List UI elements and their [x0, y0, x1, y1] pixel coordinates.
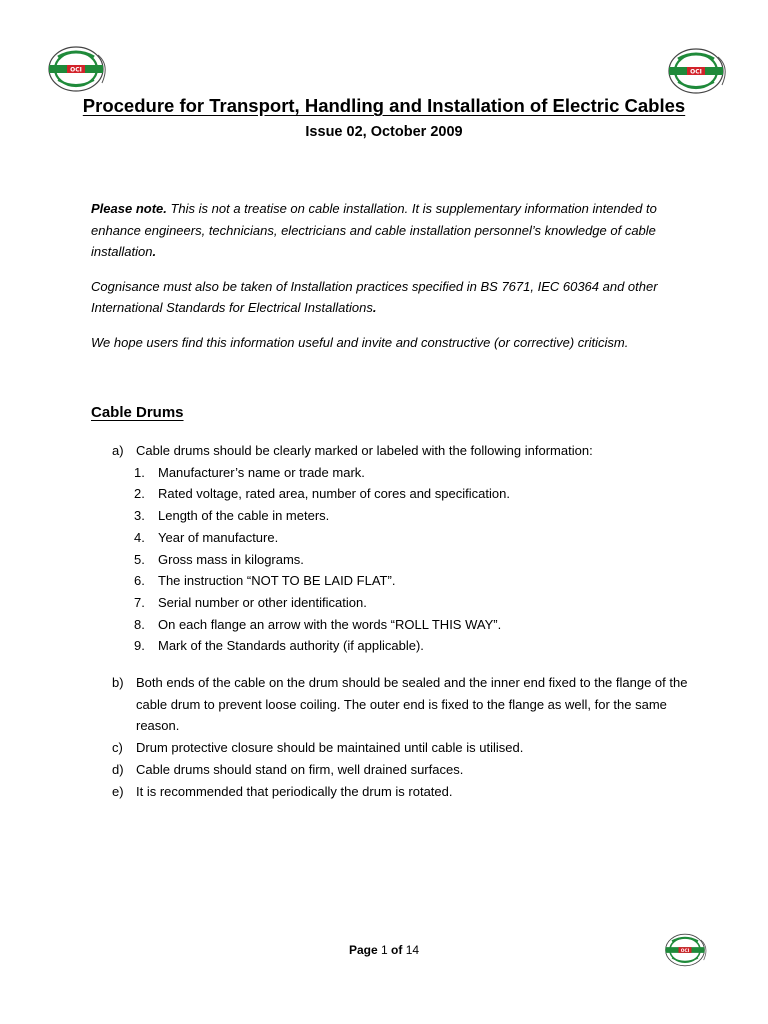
list-item	[112, 672, 692, 737]
sublist-item-text: Serial number or other identification.	[158, 594, 367, 610]
sublist-item-text: Manufacturer’s name or trade mark.	[158, 464, 365, 480]
list-marker: b)	[112, 675, 124, 690]
list-item-text: Cable drums should stand on firm, well drained surfaces.	[136, 761, 464, 777]
intro-notes	[91, 198, 691, 366]
list-item-text: Both ends of the cable on the drum should be sealed and the inner end fixed to the flange of the cable drum to prevent loose coiling. The outer end is fixed to the flange as well, for the same reason.	[136, 675, 688, 734]
sublist-item	[134, 483, 692, 505]
standards-end: .	[372, 300, 377, 315]
cable-drums-list-continued	[112, 672, 692, 802]
intro-paragraph-standards	[91, 276, 691, 319]
sublist-item-text: Rated voltage, rated area, number of cores and specification.	[158, 486, 510, 502]
list-marker: d)	[112, 761, 124, 777]
list-item	[112, 737, 692, 759]
standards-text: Cognisance must also be taken of Installation practices specified in BS 7671, IEC 60364 and other International Standards for Electrical Installations	[91, 278, 658, 315]
cable-drums-list	[112, 440, 692, 657]
sublist-item-text: On each flange an arrow with the words “ROLL THIS WAY”.	[158, 616, 502, 632]
sublist-marker: 9.	[134, 638, 145, 654]
sublist-item	[134, 549, 692, 571]
sublist-item-text: Length of the cable in meters.	[158, 508, 330, 524]
sublist-marker: 2.	[134, 486, 145, 502]
sublist-marker: 4.	[134, 529, 145, 545]
sublist-marker: 8.	[134, 616, 145, 632]
sublist-item-text: Year of manufacture.	[158, 529, 279, 545]
sublist-item	[134, 462, 692, 484]
page-total: 14	[405, 943, 420, 957]
page-of-word: of	[391, 943, 403, 957]
list-marker: e)	[112, 783, 124, 799]
list-item	[112, 440, 692, 462]
document-issue: Issue 02, October 2009	[305, 124, 463, 140]
note-label: Please note.	[91, 201, 167, 216]
note-text: This is not a treatise on cable installation. It is supplementary information intended to enhance engineers, technicians, electricians and cable installation personnel’s knowledge of cable installation	[91, 201, 657, 259]
page-word: Page	[348, 943, 378, 957]
sublist-item	[134, 527, 692, 549]
list-marker: a)	[112, 443, 124, 458]
list-marker: c)	[112, 740, 123, 756]
sublist-item	[134, 505, 692, 527]
sublist-item	[134, 635, 692, 657]
page-number	[0, 943, 768, 957]
sublist-marker: 5.	[134, 551, 145, 567]
list-item-text: Cable drums should be clearly marked or labeled with the following information:	[136, 443, 593, 458]
sublist-marker: 7.	[134, 594, 145, 610]
intro-paragraph-feedback: We hope users find this information useful and invite and constructive (or corrective) criticism.	[91, 334, 629, 350]
oman-cables-logo-footer	[662, 930, 708, 970]
marking-sublist	[134, 462, 692, 657]
document-title: Procedure for Transport, Handling and Installation of Electric Cables	[82, 95, 686, 116]
page-current: 1	[380, 943, 388, 957]
oman-cables-logo-right	[664, 44, 728, 98]
oman-cables-logo-left	[44, 42, 108, 96]
sublist-item-text: Mark of the Standards authority (if applicable).	[158, 638, 424, 654]
sublist-item	[134, 592, 692, 614]
note-end: .	[152, 244, 157, 259]
list-item	[112, 781, 692, 803]
sublist-item-text: The instruction “NOT TO BE LAID FLAT”.	[158, 573, 396, 589]
list-item-text: It is recommended that periodically the drum is rotated.	[136, 783, 453, 799]
list-item-text: Drum protective closure should be maintained until cable is utilised.	[136, 740, 524, 756]
sublist-marker: 3.	[134, 508, 145, 524]
intro-paragraph-note	[91, 198, 691, 263]
section-title-cable-drums: Cable Drums	[91, 404, 184, 421]
sublist-item-text: Gross mass in kilograms.	[158, 551, 304, 567]
sublist-marker: 6.	[134, 573, 145, 589]
sublist-marker: 1.	[134, 464, 145, 480]
sublist-item	[134, 570, 692, 592]
list-item	[112, 759, 692, 781]
sublist-item	[134, 614, 692, 636]
